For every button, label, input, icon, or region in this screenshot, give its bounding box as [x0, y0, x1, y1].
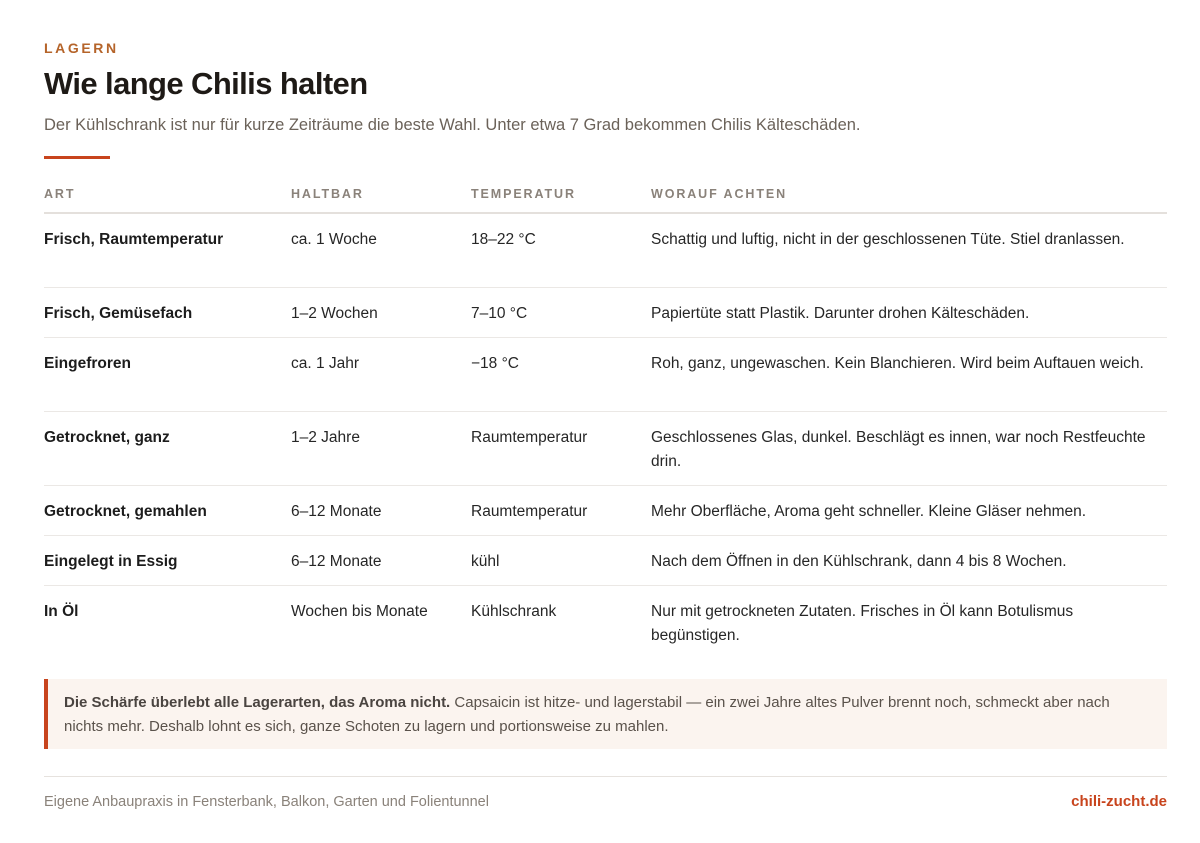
info-callout: [44, 679, 1167, 749]
column-header-temperatur: TEMPERATUR: [471, 187, 576, 201]
table-row: [44, 536, 1167, 586]
callout-text: Capsaicin ist hitze- und lagerstabil — ein zwei Jahre altes Pulver brennt noch, schmeckt aber nach nichts mehr. Deshalb lohnt es sich, ganze Schoten zu lagern und portionsweise zu mahlen.: [64, 694, 1110, 735]
cell-art: Frisch, Raumtemperatur: [44, 231, 224, 248]
cell-hinweis: Mehr Oberfläche, Aroma geht schneller. Kleine Gläser nehmen.: [651, 503, 1087, 520]
cell-temperatur: kühl: [471, 553, 500, 570]
cell-temperatur: Kühlschrank: [471, 603, 557, 620]
cell-temperatur: Raumtemperatur: [471, 503, 588, 520]
cell-haltbar: 1–2 Wochen: [291, 305, 378, 322]
cell-haltbar: 6–12 Monate: [291, 553, 382, 570]
table-row: [44, 288, 1167, 338]
table-row: [44, 486, 1167, 536]
table-row: [44, 412, 1167, 486]
column-header-worauf-achten: WORAUF ACHTEN: [651, 187, 788, 201]
storage-table: [44, 176, 1167, 660]
footer-tagline: Eigene Anbaupraxis in Fensterbank, Balkon, Garten und Folientunnel: [44, 794, 489, 810]
page-title: Wie lange Chilis halten: [44, 66, 368, 101]
footer-divider: [44, 776, 1167, 777]
cell-hinweis: Roh, ganz, ungewaschen. Kein Blanchieren. Wird beim Auftauen weich.: [651, 355, 1144, 372]
cell-hinweis: Geschlossenes Glas, dunkel. Beschlägt es innen, war noch Restfeuchte drin.: [651, 429, 1146, 470]
brand-link[interactable]: chili-zucht.de: [1071, 793, 1167, 810]
accent-divider: [44, 156, 110, 159]
cell-hinweis: Schattig und luftig, nicht in der geschlossenen Tüte. Stiel dranlassen.: [651, 231, 1125, 248]
cell-haltbar: ca. 1 Jahr: [291, 355, 360, 372]
cell-art: In Öl: [44, 603, 79, 620]
section-eyebrow: LAGERN: [44, 40, 119, 56]
cell-temperatur: 18–22 °C: [471, 231, 536, 248]
cell-art: Getrocknet, ganz: [44, 429, 170, 446]
cell-haltbar: Wochen bis Monate: [291, 603, 428, 620]
cell-temperatur: −18 °C: [471, 355, 519, 372]
page-subtitle: Der Kühlschrank ist nur für kurze Zeiträume die beste Wahl. Unter etwa 7 Grad bekommen Chilis Kälteschäden.: [44, 116, 861, 134]
cell-haltbar: 1–2 Jahre: [291, 429, 360, 446]
cell-art: Eingelegt in Essig: [44, 553, 178, 570]
callout-lead: Die Schärfe überlebt alle Lagerarten, das Aroma nicht.: [64, 694, 451, 711]
cell-haltbar: 6–12 Monate: [291, 503, 382, 520]
cell-art: Eingefroren: [44, 355, 131, 372]
cell-hinweis: Nur mit getrockneten Zutaten. Frisches in Öl kann Botulismus begünstigen.: [651, 603, 1074, 644]
cell-haltbar: ca. 1 Woche: [291, 231, 377, 248]
column-header-haltbar: HALTBAR: [291, 187, 364, 201]
cell-hinweis: Nach dem Öffnen in den Kühlschrank, dann 4 bis 8 Wochen.: [651, 553, 1067, 570]
cell-art: Getrocknet, gemahlen: [44, 503, 207, 520]
cell-temperatur: Raumtemperatur: [471, 429, 588, 446]
cell-hinweis: Papiertüte statt Plastik. Darunter drohen Kälteschäden.: [651, 305, 1030, 322]
table-row: [44, 586, 1167, 660]
table-row: [44, 214, 1167, 288]
table-row: [44, 338, 1167, 412]
column-header-art: ART: [44, 187, 76, 201]
table-header: [44, 176, 1167, 214]
cell-art: Frisch, Gemüsefach: [44, 305, 193, 322]
cell-temperatur: 7–10 °C: [471, 305, 528, 322]
